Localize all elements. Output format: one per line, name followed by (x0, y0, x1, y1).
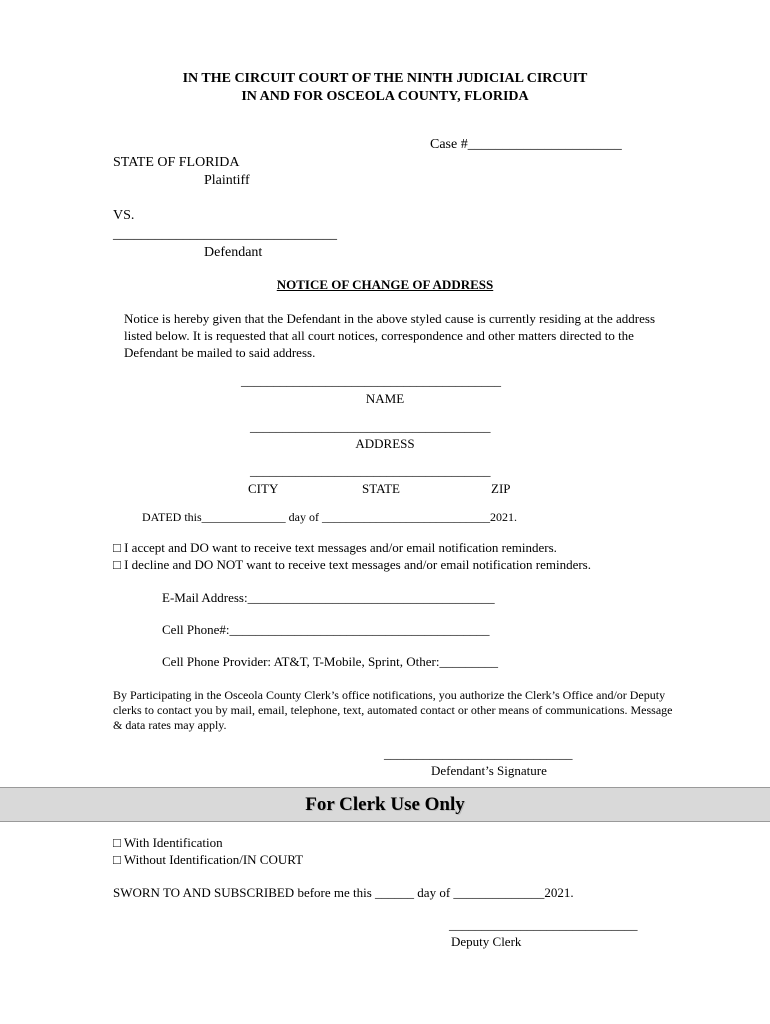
cell-provider-field[interactable]: Cell Phone Provider: AT&T, T-Mobile, Sprint, Other:_________ (162, 654, 498, 669)
address-line: _____________________________________ (250, 419, 491, 434)
notice-paragraph: Notice is hereby given that the Defendant in the above styled cause is currently residing at the address listed below. It is requested that all court notices, correspondence and other matters directed to the Defendant be mailed to said address. (124, 311, 656, 360)
plaintiff-role: Plaintiff (204, 173, 250, 188)
defendant-signature-label: Defendant’s Signature (431, 763, 547, 778)
zip-label: ZIP (491, 481, 511, 496)
court-header-line1: IN THE CIRCUIT COURT OF THE NINTH JUDICIAL CIRCUIT (182, 71, 588, 86)
name-label: NAME (365, 391, 405, 406)
sworn-statement: SWORN TO AND SUBSCRIBED before me this ______ day of ______________2021. (113, 885, 574, 900)
deputy-clerk-line[interactable]: _____________________________ (449, 917, 638, 932)
authorization-paragraph: By Participating in the Osceola County Clerk’s office notifications, you authorize the Clerk’s Office and/or Deputy clerks to contact you by mail, email, telephone, text, automated contact or other means of communications. Message & data rates may apply. (113, 688, 673, 732)
deputy-clerk-label: Deputy Clerk (451, 934, 522, 949)
dated-line: DATED this______________ day of ____________________________2021. (142, 510, 517, 524)
city-label: CITY (248, 481, 279, 496)
without-identification-option[interactable]: □ Without Identification/IN COURT (113, 852, 304, 867)
email-field[interactable]: E-Mail Address:______________________________________ (162, 590, 495, 605)
case-number: Case #______________________ (430, 137, 622, 152)
state-label: STATE (362, 481, 400, 496)
defendant-role: Defendant (204, 245, 263, 260)
decline-option[interactable]: □ I decline and DO NOT want to receive text messages and/or email notification reminders. (113, 557, 591, 572)
with-identification-option[interactable]: □ With Identification (113, 835, 223, 850)
city-state-zip-line: _____________________________________ (250, 463, 491, 478)
versus: VS. (113, 208, 135, 223)
plaintiff-name: STATE OF FLORIDA (113, 155, 240, 170)
name-line: ________________________________________ (241, 373, 501, 388)
court-header-line2: IN AND FOR OSCEOLA COUNTY, FLORIDA (241, 89, 529, 104)
accept-option[interactable]: □ I accept and DO want to receive text messages and/or email notification reminders. (113, 540, 557, 555)
clerk-use-only-heading: For Clerk Use Only (305, 794, 465, 815)
defendant-signature-line[interactable]: _____________________________ (384, 746, 573, 761)
defendant-line: ________________________________ (113, 227, 337, 242)
cell-phone-field[interactable]: Cell Phone#:________________________________________ (162, 622, 490, 637)
notice-title: NOTICE OF CHANGE OF ADDRESS (276, 277, 494, 292)
clerk-use-only-bar (0, 787, 770, 822)
address-label: ADDRESS (355, 436, 415, 451)
